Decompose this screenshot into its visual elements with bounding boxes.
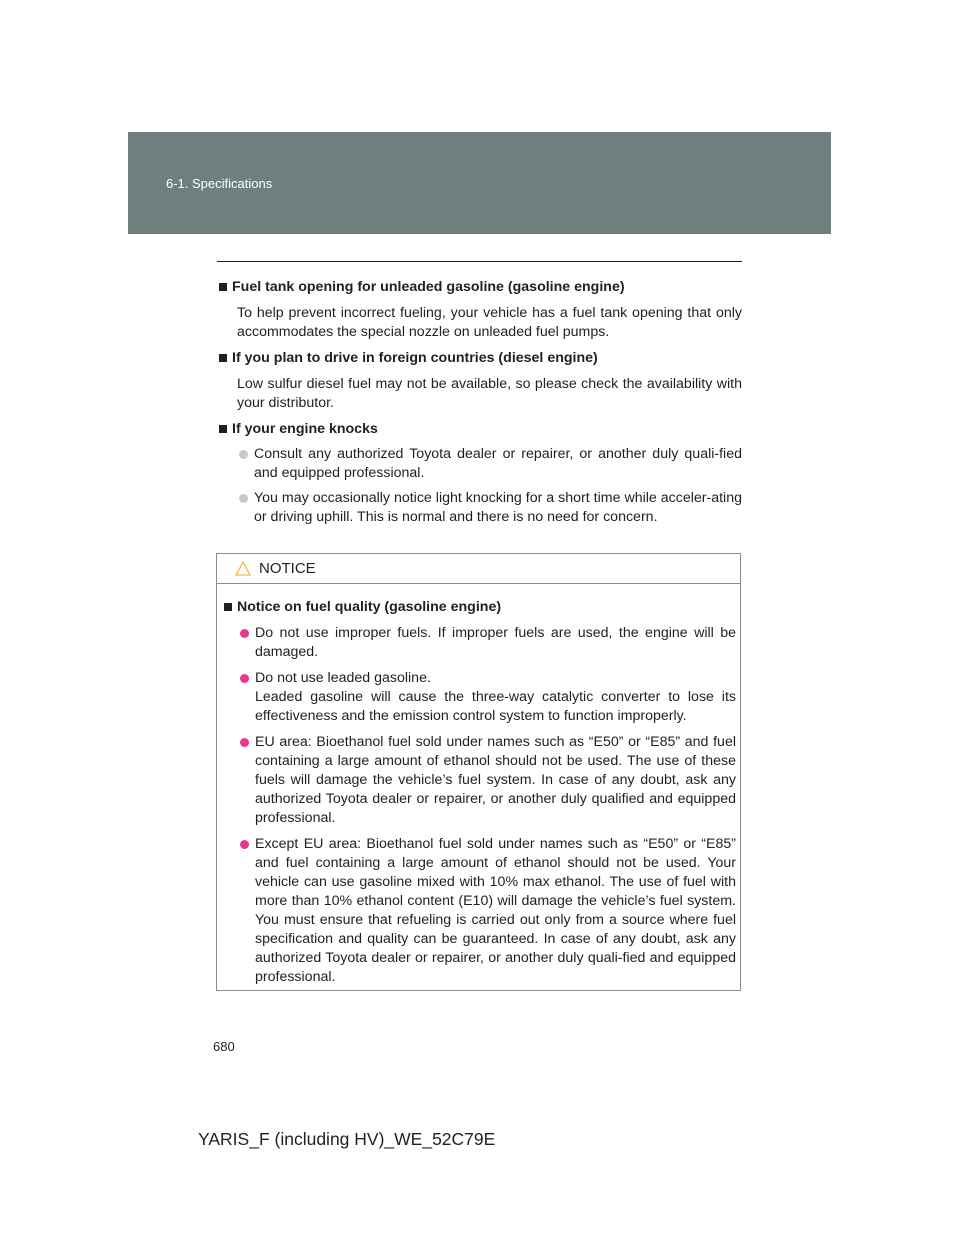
circle-bullet-icon (239, 450, 248, 459)
list-item: EU area: Bioethanol fuel sold under names such as “E50” or “E85” and fuel containing a large amount of ethanol should not be used. The use of these fuels will damage the vehicle’s fuel system. In case of any doubt, ask any authorized Toyota dealer or repairer, or another duly qualified and equipped professional. (238, 733, 736, 828)
square-bullet-icon (224, 603, 232, 611)
header-band (128, 132, 831, 234)
main-content (217, 278, 742, 534)
notice-body (217, 584, 740, 987)
circle-bullet-icon (240, 840, 249, 849)
section-engine-knocks (217, 420, 742, 527)
circle-bullet-icon (240, 674, 249, 683)
section-text: To help prevent incorrect fueling, your vehicle has a fuel tank opening that only accommodates the special nozzle on unleaded fuel pumps. (237, 305, 742, 340)
square-bullet-icon (219, 354, 227, 362)
list-item: Do not use leaded gasoline. Leaded gasoline will cause the three-way catalytic converter to lose its effectiveness and the emission control system to function improperly. (238, 669, 736, 726)
notice-heading: Notice on fuel quality (gasoline engine) (237, 599, 502, 615)
footer-label: YARIS_F (including HV)_WE_52C79E (198, 1129, 496, 1149)
notice-header (217, 554, 740, 584)
top-rule (217, 261, 742, 262)
list-item: Do not use improper fuels. If improper fuels are used, the engine will be damaged. (238, 624, 736, 662)
section-heading: Fuel tank opening for unleaded gasoline (gasoline engine) (232, 279, 625, 295)
section-heading: If you plan to drive in foreign countries (diesel engine) (232, 350, 598, 366)
list-item: You may occasionally notice light knocking for a short time while acceler-ating or driving uphill. This is normal and there is no need for concern. (237, 489, 742, 527)
square-bullet-icon (219, 425, 227, 433)
section-fuel-tank-opening (217, 278, 742, 342)
section-title: 6-1. Specifications (166, 176, 273, 191)
warning-triangle-icon (235, 561, 251, 576)
list-item: Consult any authorized Toyota dealer or repairer, or another duly quali-fied and equipped professional. (237, 445, 742, 483)
section-foreign-countries (217, 349, 742, 413)
circle-bullet-icon (240, 629, 249, 638)
circle-bullet-icon (240, 738, 249, 747)
notice-title: NOTICE (259, 560, 316, 577)
square-bullet-icon (219, 283, 227, 291)
section-text: Low sulfur diesel fuel may not be available, so please check the availability with your distributor. (237, 376, 742, 411)
circle-bullet-icon (239, 494, 248, 503)
section-heading: If your engine knocks (232, 421, 378, 437)
page-number: 680 (213, 1039, 235, 1054)
list-item: Except EU area: Bioethanol fuel sold under names such as “E50” or “E85” and fuel containing a large amount of ethanol should not be used. Your vehicle can use gasoline mixed with 10% max ethanol. The use of fuel with more than 10% ethanol content (E10) will damage the vehicle’s fuel system. You must ensure that refueling is carried out only from a source where fuel specification and quality can be guaranteed. In case of any doubt, ask any authorized Toyota dealer or repairer, or another duly quali-fied and equipped professional. (238, 835, 736, 987)
notice-box (216, 553, 741, 991)
